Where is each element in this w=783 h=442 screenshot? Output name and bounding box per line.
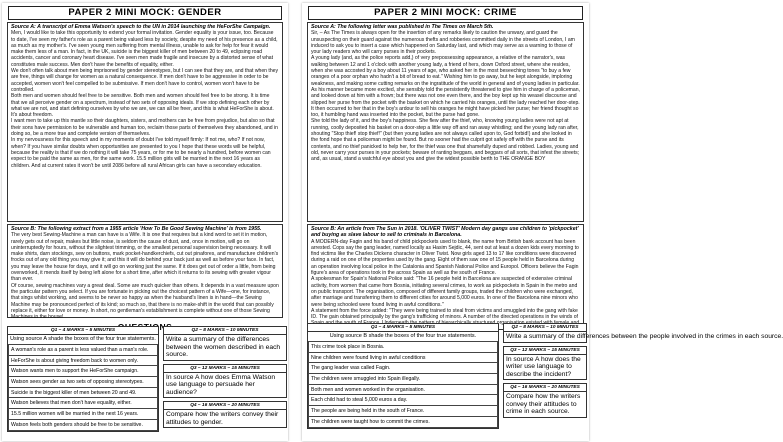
statement: A woman's role as a parent is less valued than a man's role. — [9, 345, 158, 356]
paragraph: She told the lady of it, and the boy's happiness. She flew after the thief, who, knowing young ladies were not apt at running, coolly deposited his basket on a door-step a little way off and ran away whistling; and the young lady ran after, shouting "Stop thief! stop thief!" (but then young ladies are not always called upon to, God forbid!) and she looked in the fond hope that a policeman might be found. But no sooner had the culprit got safely off with the purse and its contents, and no thief panicked to help her, for the thief was one that shamefully duped and robbed. Ladies, young and old, never carry your purses in your pockets; beware of ranting beggars, and beggars of all sorts, that infest the streets; and, as usual, stand a watchful eye about you and give the widest possible berth to THE ORANGE BOY — [311, 118, 580, 163]
q4-heading: Q4 – 16 MARKS – 20 MINUTES — [164, 402, 286, 410]
q1-box — [307, 323, 499, 429]
paragraph: A young lady (and, as the police reports add,) of very prepossessing appearance, a relative of the narrator's, was walking between 12 and 1 o'clock with another young lady, a friend of hers, down Oxford street, where she resides, when she was accosted by a boy about 11 years of age, who asked her in the most beseeching tones "to buy a few oranges of a poor orphan who hadn't a bit of bread to eat." Wishing him to go away, but he kept alongside, imploring weakness, and making some cutting remarks on the ingratitude of the world in general and of young ladies in particular. As his manner became more excited, she sensibly told the persistently threatened to give him in charge of a policeman, and looked down at him with a frown; but there was not one even there, and the boy kept up his weasel discourse and slipped her purse from the pocket with the basket on which he carried his oranges, until the lady reached her door-step. It then occurred to her that in the boy's ardour to sell his oranges he might have picked her purse; her friend thought so too, it humbling hand was inserted into the pocket, but the purse had gone. — [311, 55, 580, 119]
document-page-crime — [302, 3, 783, 441]
q3-box — [163, 364, 287, 399]
q2-text: Write a summary of the differences between the women described in each source. — [166, 336, 281, 358]
statement-row[interactable] — [9, 345, 158, 356]
statement-row[interactable] — [309, 384, 498, 395]
q4-text: Compare how the writers convey their attitudes to crime in each source. — [506, 393, 581, 415]
paragraph: Men, I would like to take this opportunity to extend your formal invitation. Gender equality is your issue, too. Because to date, I've seen my father's role as a parent being valued less by society, despite my need of his presence as a child, as much as my mother's. I've seen young men suffering from mental illness, unable to ask for help for fear it would make them less of a man. In fact, in the UK, suicide is the biggest killer of men between 20 to 49, eclipsing road accidents, cancer and coronary heart disease. I've seen men made fragile and insecure by a distorted sense of what constitutes male success. Men don't have the benefits of equality, either. — [11, 30, 278, 68]
q4-box — [163, 401, 287, 428]
statement: Suicide is the biggest killer of men between 20 and 49. — [9, 387, 158, 398]
statement-row[interactable] — [309, 416, 498, 427]
statement: Each child had to steal 5,000 euros a day. — [309, 395, 498, 406]
document-page-gender — [2, 3, 288, 441]
q3-heading: Q3 – 12 MARKS – 15 MINUTES — [164, 365, 286, 373]
q1-instruction: Using source A shade the boxes of the four true statements. — [10, 336, 156, 342]
statement: The people are being held in the south of France. — [309, 406, 498, 417]
q3-text: In source A how does Emma Watson use language to persuade her audience? — [166, 373, 276, 396]
statement: Watson wants men to support the HeForShe campaign. — [9, 366, 158, 377]
q3-heading: Q3 – 12 MARKS – 15 MINUTES — [504, 347, 586, 355]
q3-box — [503, 346, 587, 381]
statement-row[interactable] — [9, 419, 158, 430]
source-a-text — [11, 30, 279, 169]
q1-box — [7, 326, 159, 432]
q1-heading: Q1 – 4 MARKS – 5 MINUTES — [308, 324, 498, 332]
source-b — [307, 224, 584, 330]
statement-row[interactable] — [9, 355, 158, 366]
statement-row[interactable] — [309, 406, 498, 417]
source-a-text — [311, 30, 580, 162]
q2-q4-column — [163, 326, 287, 432]
statement-row[interactable] — [309, 342, 498, 353]
questions-grid — [7, 326, 287, 432]
q1-instruction: Using source B shade the boxes of the four true statements. — [329, 333, 477, 339]
q2-heading: Q2 – 8 MARKS – 10 MINUTES — [164, 327, 286, 335]
paragraph: Of course, sewing machines vary a great deal. Some are much quicker than others. It depends in a vast measure upon the particular pattern you select. If you are fortunate in picking out the choicest pattern of a Wife—one, for instance, that sings whilst working, and seems to be never so happy as when the husband's linen is in hand—the Sewing Machine may be pronounced perfect of its kind; so much so, that there is no make-shift in the world that can possibly replace it, either for love or money. In short, no gentleman's establishment is complete without one of those Sewing Machines in the house! — [11, 282, 279, 321]
q4-box — [503, 383, 587, 418]
page-title: PAPER 2 MINI MOCK: CRIME — [308, 6, 583, 20]
q1-statements-table — [8, 344, 158, 431]
q4-text: Compare how the writers convey their attitudes to gender. — [166, 411, 279, 426]
statement-row[interactable] — [309, 363, 498, 374]
statement: Watson sees gender as two sets of opposing stereotypes. — [9, 377, 158, 388]
statement: HeForShe is about giving freedom back to women only. — [9, 355, 158, 366]
q1-statements-table — [308, 341, 498, 428]
statement: Nine children were found living in awful conditions — [309, 352, 498, 363]
questions-grid — [307, 323, 783, 429]
q2-text: Write a summary of the differences between the people involved in the crimes in each source. — [506, 333, 783, 340]
statement-row[interactable] — [9, 409, 158, 420]
statement-row[interactable] — [9, 366, 158, 377]
q2-box — [163, 326, 287, 361]
statement: The children were smuggled into Spain illegally. — [309, 374, 498, 385]
source-a — [7, 22, 283, 222]
paragraph: Both men and women should feel free to be sensitive. Both men and women should feel free to be strong. It is time that we all perceive gender on a spectrum, instead of two sets of opposing ideals. If we stop defining each other by what we are not, and start defining ourselves by who we are, we can all be freer, and this is what HeForShe is about. It's about freedom. — [11, 93, 274, 119]
statement-row[interactable] — [9, 387, 158, 398]
source-b-text — [311, 239, 580, 333]
q2-box — [503, 323, 783, 343]
statement: This crime took place in Bosnia. — [309, 342, 498, 353]
source-b-heading: Source B: An article from The Sun in 2018. 'OLIVER TWIST' Modern day gangs use children to 'pickpocket' and buying as slave labour to sell to criminals in Barcelona. — [311, 226, 579, 239]
statement-row[interactable] — [309, 374, 498, 385]
statement: The gang leader was called Fagin. — [309, 363, 498, 374]
statement: Both men and women worked in the organisation. — [309, 384, 498, 395]
source-b-text — [11, 232, 279, 320]
statement-row[interactable] — [309, 395, 498, 406]
source-b — [7, 224, 283, 321]
q1-heading: Q1 – 4 MARKS – 5 MINUTES — [8, 327, 158, 335]
statement: 15.5 million women will be married in the next 16 years. — [9, 409, 158, 420]
statement: Watson believes that men don't have equality, either. — [9, 398, 158, 409]
paragraph: We don't often talk about men being imprisoned by gender stereotypes, but I can see that they are, and that when they are free, things will change for women as a natural consequence. If men don't have to be aggressive in order to be accepted, women won't feel compelled to be submissive. If men don't have to control, women won't have to be controlled. — [11, 68, 279, 93]
source-b-heading: Source B: The following extract from a 1955 article 'How To Be Good Sewing Machine' is from 1955. — [11, 226, 262, 232]
paragraph: A MODERN-day Fagin and his band of child pickpockets used to blank, the name from British bank account has been arrested. Cops say the gang leader, named locally as Hasim Sejdic, 44, sent out at least a dozen kids every morning to find victims like the Charles Dickens character in Oliver Twist. Now girls aged 13 to 17 like conditions were discovered during a raid on one of the properties used by the gang. Eight of them saw one of 15 people held in Barcelona during an operation involving local police in the Catalonia and Spanish National Police and Europol. Officers believe the Fagin figure's area of operations took in the across Spain as well as the south of France. — [311, 238, 579, 277]
paragraph: I want men to take up this mantle so their daughters, sisters, and mothers can be free from prejudice, but also so that their sons have permission to be vulnerable and human too, reclaim those parts of themselves they abandoned, and in doing so, be a more true and complete version of themselves. — [11, 118, 279, 138]
statement: Watson feels both genders should be free to be sensitive. — [9, 419, 158, 430]
q4-heading: Q4 – 16 MARKS – 20 MINUTES — [504, 384, 586, 392]
paragraph: The very best Sewing-Machine a man can have is a Wife. It is one that requires but a kind word to set it in motion, rarely gets out of repair, makes but little noise, is seldom the cause of dust, and, once in motion, will go on uninterruptedly for hours, without the slightest trimming, or the smallest personal supervision being necessary. It will make shirts, darn stockings, sew on buttons, mark pocket-handkerchiefs, cut out pinafores, and manufacture children's frocks out of any old thing you may give it; and this it will do behind your back just as well as before your face. In fact, you may leave the house for days, and it will go on working just the same. If it does get out of order a little, from being overworked, it mends itself by being left alone for a short time, after which it returns to its sewing with greater vigour than ever. — [11, 232, 279, 283]
source-a-heading: Source A: The following letter was published in The Times on March 5th. — [311, 24, 494, 30]
statement-row[interactable] — [9, 377, 158, 388]
paragraph: Sir, – As The Times is always open for the insertion of any remarks likely to caution the unwary, and guard the unsuspecting on their guard against the numerous thefts and robberies committed daily in the streets of London, I am induced to ask you to insert a case which happened on Saturday last, and which may serve as a warning to those of your lady readers who will carry purses in their pockets. — [311, 30, 575, 56]
q3-text: In source A how does the writer use language to describe the incident? — [506, 355, 581, 378]
page-title: PAPER 2 MINI MOCK: GENDER — [8, 6, 282, 20]
q2-heading: Q2 – 8 MARKS – 10 MINUTES — [504, 324, 586, 332]
paragraph: A statement from the force added: "They were being trained to steal from victims and smuggled into the gang with fake ID. The gain obtained principally by the gang's trafficking of minors. A number of the directed operations in the winds of — [311, 307, 578, 321]
statement: The children were taught how to commit the crimes. — [309, 416, 498, 427]
statement-row[interactable] — [309, 352, 498, 363]
paragraph: A spokesman for Spain's National Police said: "The 16 people held in Barcelona are suspected of extensive criminal activity, from women that came from Bosnia, initiating several crimes, to work as pickpockets in Spain in the metro and on public transport. The organisation, composed of different family groups, traded the children who were exchanged, after marriage and transferring them to different cities for around 5,000 euros. In one of the Barcelona nine minors who were being schooled were found living in awful conditions." — [311, 276, 578, 308]
statement-row[interactable] — [9, 398, 158, 409]
source-a-heading: Source A: A transcript of Emma Watson's speech to the UN in 2014 launching the HeForShe Campaign. — [11, 24, 271, 30]
q2-q4-column — [503, 323, 783, 429]
paragraph: In my nervousness for this speech and in my moments of doubt I've told myself firmly: If not me, who? If not now, when? If you have similar doubts when opportunities are presented to you I hope that these words will be helpful, because the reality is that if we do nothing it will take 75 years, or for me to be nearly a hundred, before women can expect to be paid the same as men, for the same work. 15.5 million girls will be married in the next 16 years as children. And at current rates it won't be until 2086 before all rural African girls can have a secondary education. — [11, 137, 271, 169]
source-a — [307, 22, 584, 222]
